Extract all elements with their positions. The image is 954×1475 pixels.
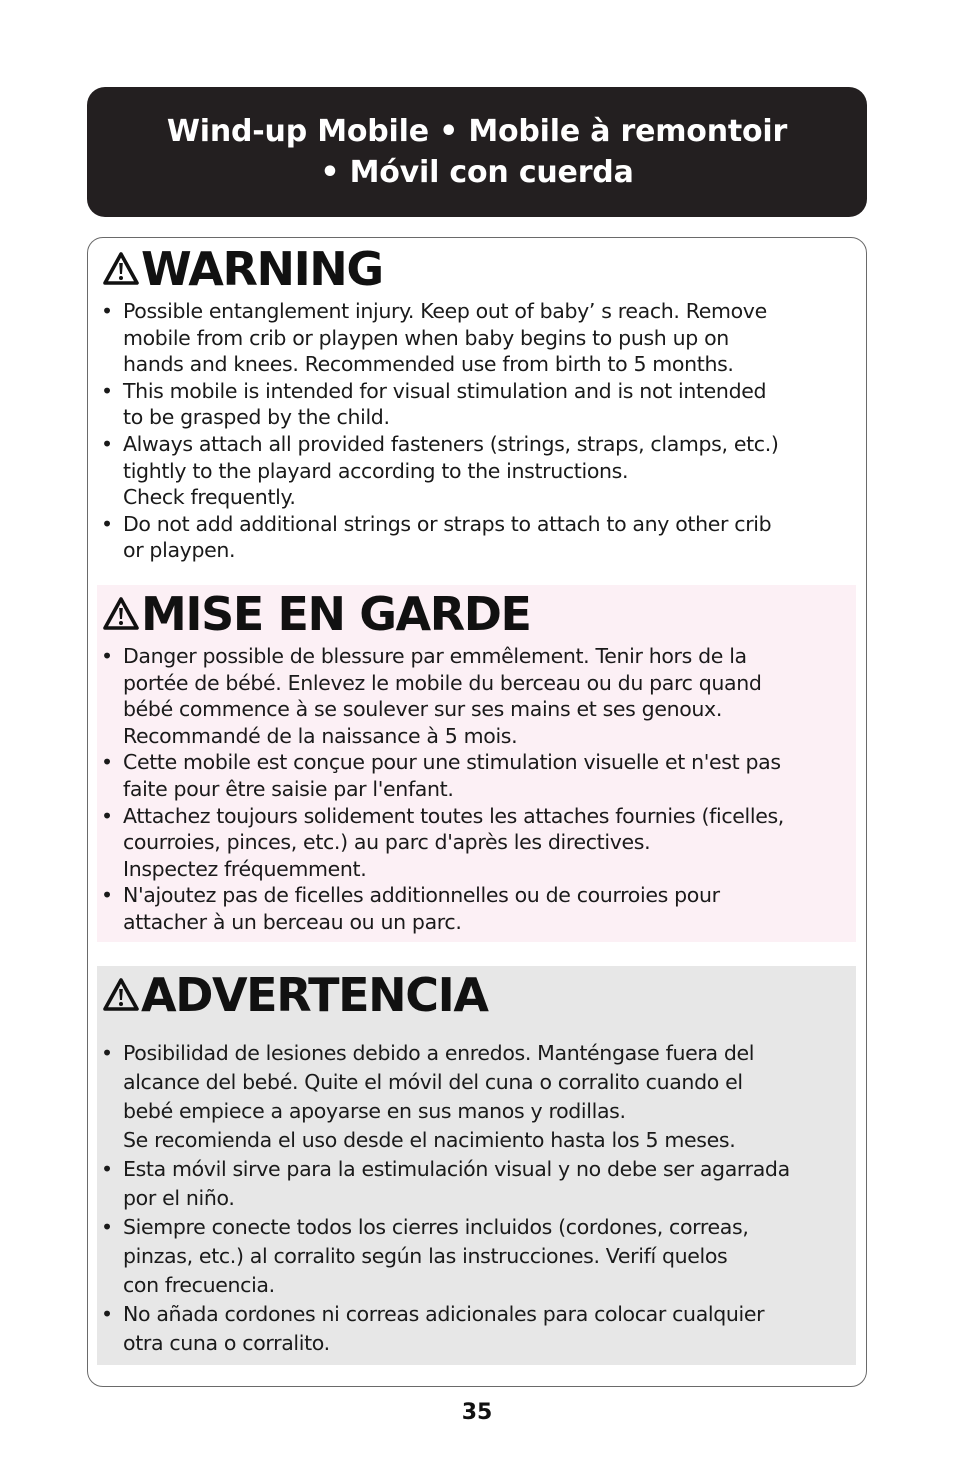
list-item: • Posibilidad de lesiones debido a enredos. Manténgase fuera del alcance del bebé. Quite el móvil del cuna o corralito cuando el bebé empiece a apoyarse en sus manos y rodillas. Se recomienda el uso desde el nacimiento hasta los 5 meses.	[101, 1039, 856, 1155]
header-title-line-1: Wind-up Mobile • Mobile à remontoir	[166, 114, 788, 149]
list-item: • Attachez toujours solidement toutes les attaches fournies (ficelles, courroies, pinces, etc.) au parc d'après les directives. Inspectez fréquemment.	[101, 803, 856, 883]
warning-title: WARNING	[141, 242, 383, 296]
warning-section-english	[97, 240, 856, 563]
list-item: • N'ajoutez pas de ficelles additionnelles ou de courroies pour attacher à un berceau ou un parc.	[101, 882, 856, 935]
list-item: • Cette mobile est conçue pour une stimulation visuelle et n'est pas faite pour être saisie par l'enfant.	[101, 749, 856, 802]
list-item: • Do not add additional strings or straps to attach to any other crib or playpen.	[101, 511, 856, 564]
list-item: • No añada cordones ni correas adicionales para colocar cualquier otra cuna o corralito.	[101, 1300, 856, 1358]
mise-en-garde-heading	[103, 585, 856, 643]
list-item: • Esta móvil sirve para la estimulación visual y no debe ser agarrada por el niño.	[101, 1155, 856, 1213]
warning-triangle-icon	[103, 978, 139, 1012]
page-number: 35	[461, 1400, 493, 1425]
warning-list	[101, 298, 856, 564]
mise-en-garde-list	[101, 643, 856, 936]
advertencia-title: ADVERTENCIA	[141, 968, 488, 1022]
list-item: • Danger possible de blessure par emmêlement. Tenir hors de la portée de bébé. Enlevez le mobile du berceau ou du parc quand bébé commence à se soulever sur ses mains et ses genoux. Recommandé de la naissance à 5 mois.	[101, 643, 856, 749]
header-title-line-2: • Móvil con cuerda	[320, 155, 634, 190]
list-item: • Siempre conecte todos los cierres incluidos (cordones, correas, pinzas, etc.) al corralito según las instrucciones. Verifí quelos con frecuencia.	[101, 1213, 856, 1300]
warning-heading	[103, 240, 856, 298]
advertencia-list	[101, 1039, 856, 1358]
list-item: • Always attach all provided fasteners (strings, straps, clamps, etc.) tightly to the playard according to the instructions. Check frequently.	[101, 431, 856, 511]
list-item: • This mobile is intended for visual stimulation and is not intended to be grasped by the child.	[101, 378, 856, 431]
advertencia-heading	[103, 966, 856, 1024]
warning-triangle-icon	[103, 597, 139, 631]
header-banner	[87, 87, 867, 217]
list-item: • Possible entanglement injury. Keep out of baby’ s reach. Remove mobile from crib or playpen when baby begins to push up on hands and knees. Recommended use from birth to 5 months.	[101, 298, 856, 378]
warning-section-spanish	[97, 966, 856, 1365]
mise-en-garde-title: MISE EN GARDE	[141, 587, 531, 641]
warning-section-french	[97, 585, 856, 942]
warning-triangle-icon	[103, 252, 139, 286]
